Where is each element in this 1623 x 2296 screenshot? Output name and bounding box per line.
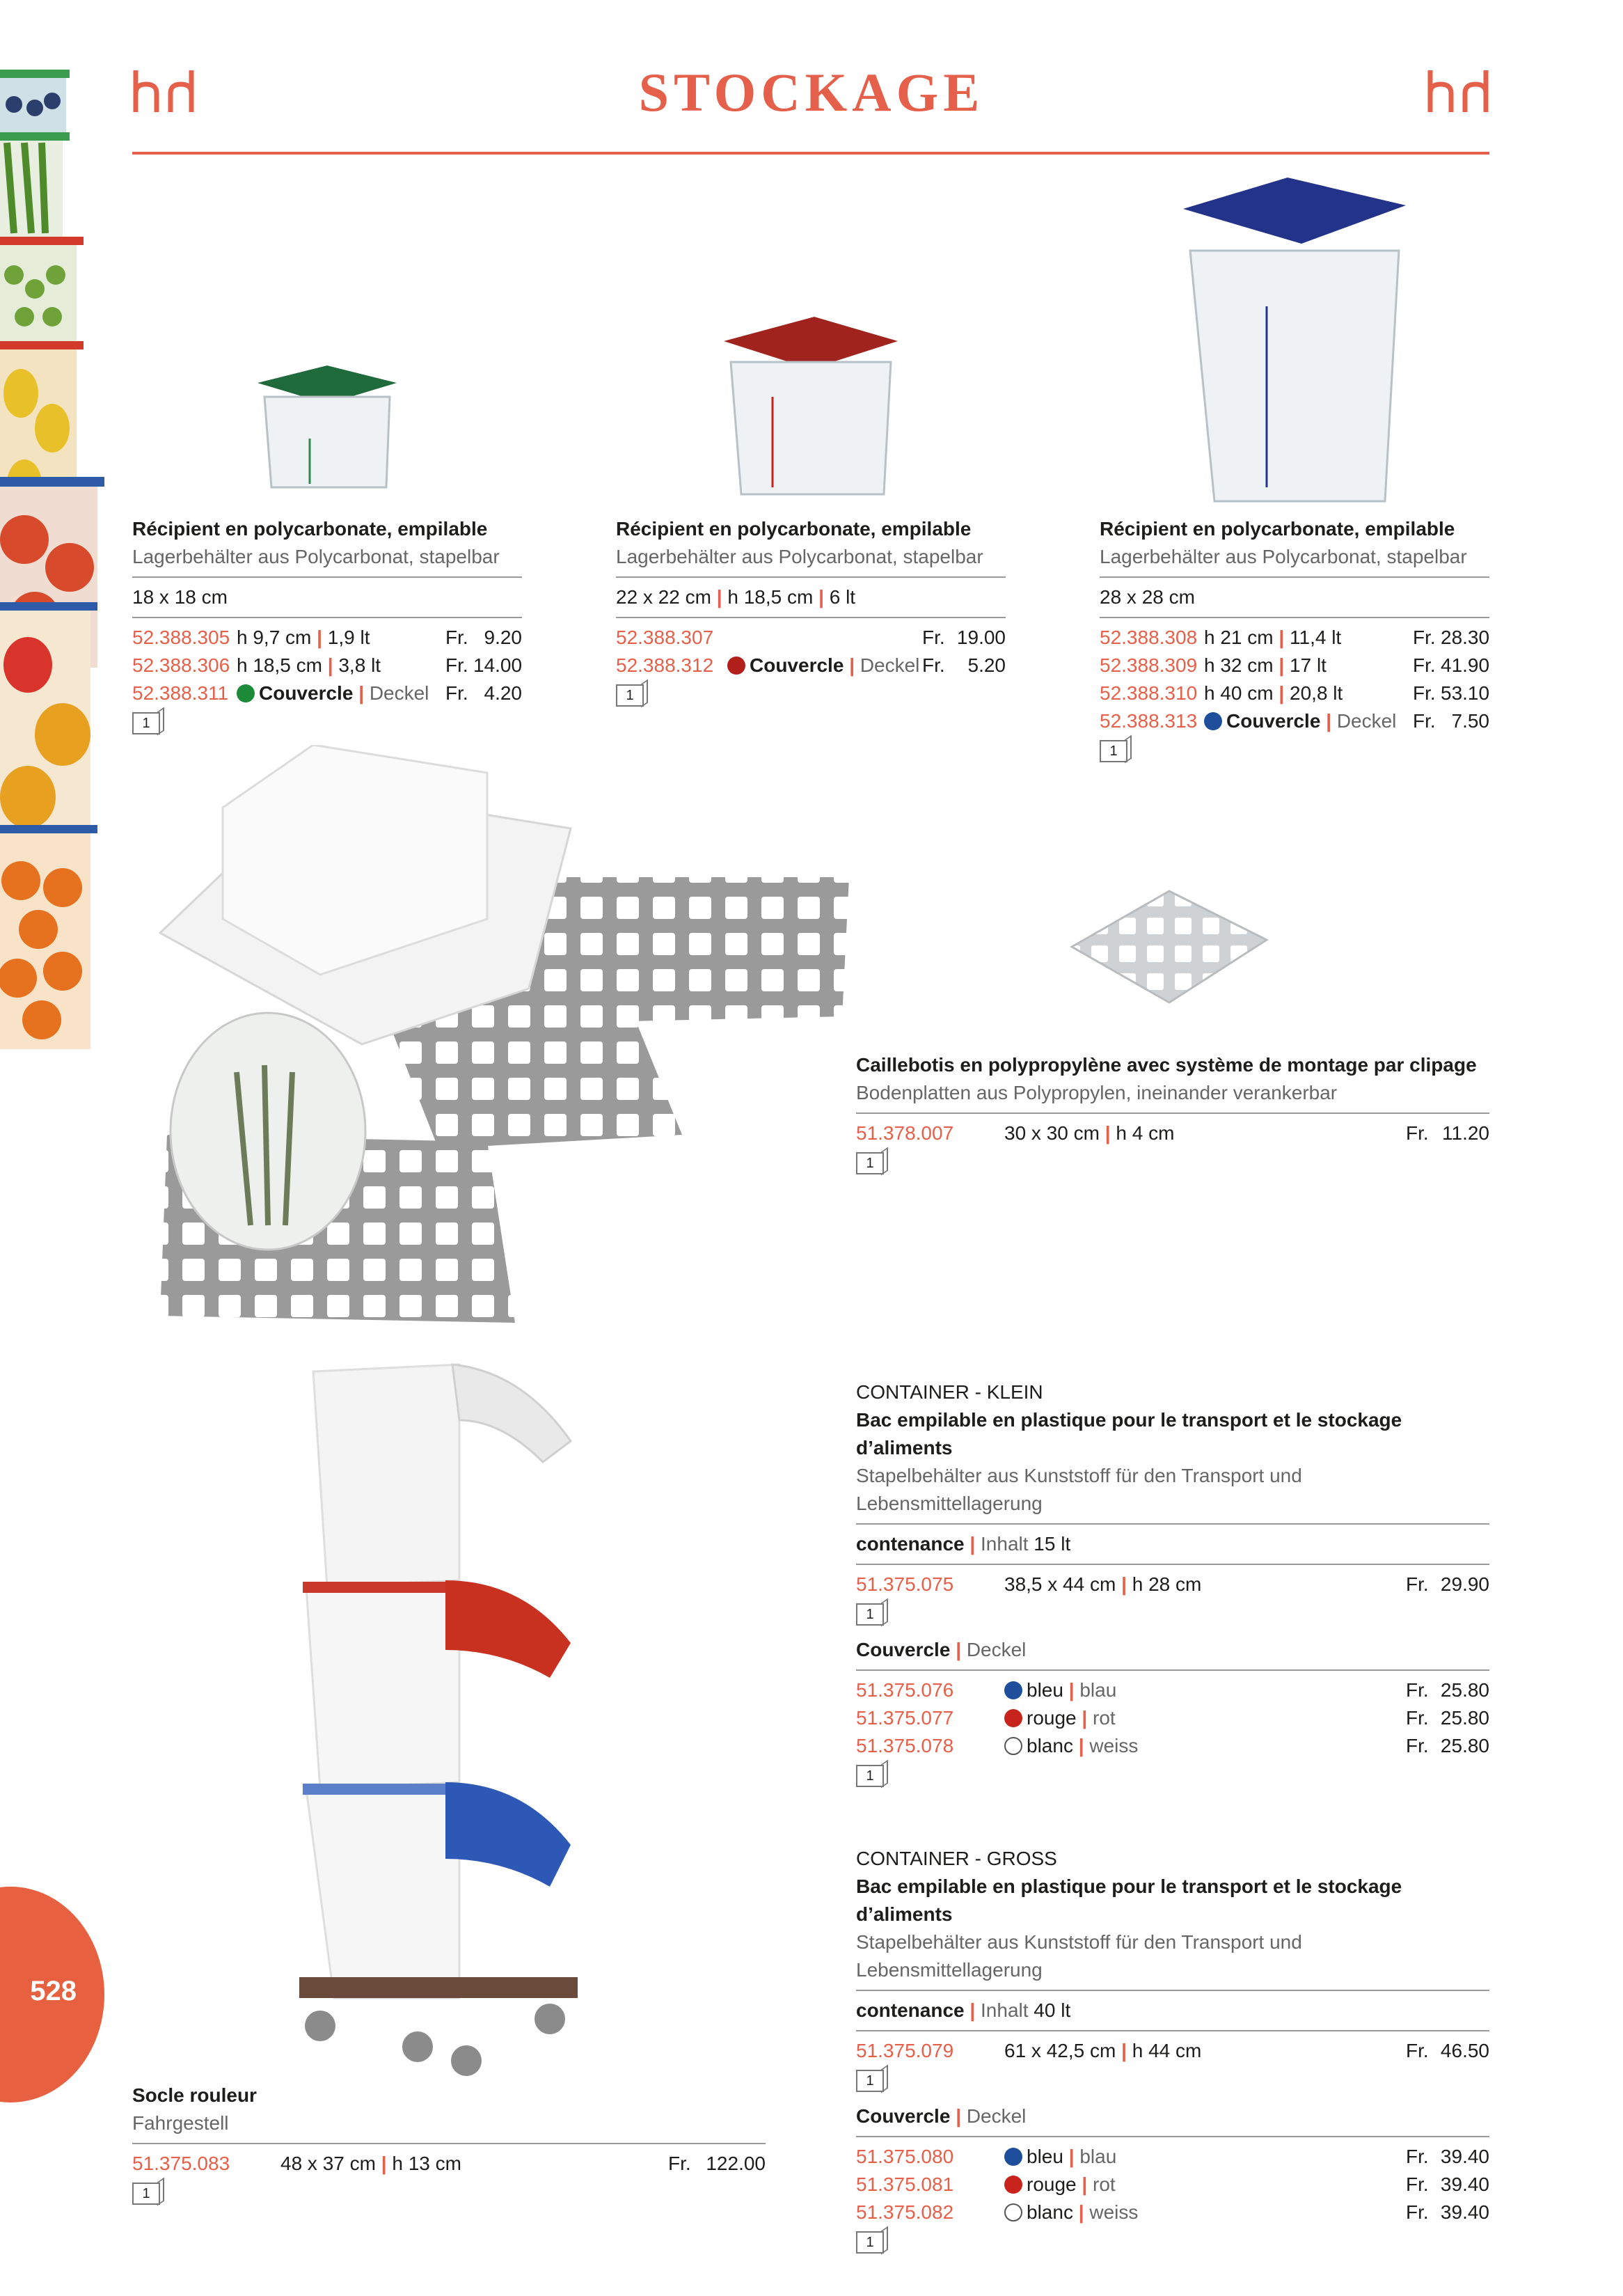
product-title: Récipient en polycarbonate, empilable — [1100, 518, 1455, 540]
price: 11.20 — [1442, 1122, 1489, 1144]
section-heading: CONTAINER - KLEIN — [856, 1381, 1043, 1403]
price: 28.30 — [1441, 627, 1490, 648]
price-row: 51.375.081 rouge | rot Fr. 39.40 — [856, 2171, 1489, 2199]
stacked-bins-on-dolly-image — [292, 1358, 654, 2096]
capacity: contenance | Inhalt 15 lt — [856, 1533, 1071, 1555]
page-number: 528 — [30, 1976, 77, 2006]
price: 25.80 — [1440, 1707, 1489, 1729]
article-code: 51.375.075 — [856, 1573, 954, 1595]
product-subtitle: Bodenplatten aus Polypropylen, ineinander verankerbar — [856, 1082, 1338, 1103]
product-subtitle: Lagerbehälter aus Polycarbonat, stapelbar — [616, 546, 983, 567]
red-lid-dot — [727, 656, 745, 675]
package-icon: 1 — [856, 1603, 884, 1626]
duckboard-stack-image — [139, 745, 856, 1323]
red-dot — [1004, 1709, 1022, 1727]
package-icon: 1 — [132, 712, 160, 734]
product-subtitle: Lagerbehälter aus Polycarbonat, stapelbar — [1100, 546, 1467, 567]
duckboard-single-image — [1058, 884, 1281, 1023]
price: 25.80 — [1440, 1679, 1489, 1701]
article-code: 51.375.077 — [856, 1707, 954, 1729]
product-subtitle: Stapelbehälter aus Kunststoff für den Transport und Lebensmittellagerung — [856, 1931, 1302, 1981]
article-code: 52.388.305 — [132, 627, 230, 648]
package-icon: 1 — [132, 2183, 160, 2205]
white-dot — [1004, 2203, 1022, 2222]
product-card-container-klein — [856, 1378, 1489, 1788]
product-card-container-gross — [856, 1845, 1489, 2254]
capacity: contenance | Inhalt 40 lt — [856, 1999, 1071, 2021]
product-subtitle: Fahrgestell — [132, 2112, 229, 2134]
price-row: 52.388.313 Couvercle | Deckel Fr. 7.50 — [1100, 707, 1489, 735]
price: 5.20 — [967, 654, 1006, 676]
lid-heading: Couvercle | Deckel — [856, 1639, 1027, 1660]
price: 9.20 — [484, 627, 522, 648]
product-size: 22 x 22 cm | h 18,5 cm | 6 lt — [616, 586, 856, 608]
page-title: STOCKAGE — [638, 62, 985, 123]
product-card-28cm — [1100, 515, 1489, 763]
container-22cm-image — [717, 313, 905, 501]
container-18cm-image — [251, 362, 404, 501]
price-row: 51.375.083 48 x 37 cm | h 13 cm Fr. 122.00 — [132, 2150, 766, 2178]
article-code: 51.375.080 — [856, 2146, 954, 2167]
price-row: 52.388.307 Fr. 19.00 — [616, 624, 1006, 652]
product-card-dolly — [132, 2082, 766, 2205]
price: 46.50 — [1440, 2040, 1489, 2061]
product-subtitle: Lagerbehälter aus Polycarbonat, stapelbar — [132, 546, 500, 567]
article-code: 52.388.309 — [1100, 654, 1198, 676]
price: 122.00 — [706, 2153, 766, 2174]
article-code: 52.388.312 — [616, 654, 714, 676]
product-size: 28 x 28 cm — [1100, 586, 1195, 608]
article-code: 51.375.076 — [856, 1679, 954, 1701]
article-code: 52.388.310 — [1100, 682, 1198, 704]
price-row: 51.378.007 30 x 30 cm | h 4 cm Fr. 11.20 — [856, 1119, 1489, 1147]
price-row: 52.388.311 Couvercle | Deckel Fr. 4.20 — [132, 679, 522, 707]
price-row: 52.388.312 Couvercle | Deckel Fr. 5.20 — [616, 652, 1006, 679]
hd-logo-right — [1427, 67, 1489, 116]
package-icon: 1 — [856, 1765, 884, 1787]
price-row: 52.388.310 h 40 cm | 20,8 lt Fr. 53.10 — [1100, 679, 1489, 707]
price-row: 52.388.309 h 32 cm | 17 lt Fr. 41.90 — [1100, 652, 1489, 679]
price-row: 51.375.076 bleu | blau Fr. 25.80 — [856, 1676, 1489, 1704]
article-code: 51.375.081 — [856, 2173, 954, 2195]
spec: h 9,7 cm | 1,9 lt — [237, 627, 370, 648]
price-row: 51.375.077 rouge | rot Fr. 25.80 — [856, 1704, 1489, 1732]
lid-heading: Couvercle | Deckel — [856, 2105, 1027, 2127]
article-code: 51.375.083 — [132, 2153, 230, 2174]
price-row: 52.388.308 h 21 cm | 11,4 lt Fr. 28.30 — [1100, 624, 1489, 652]
white-dot — [1004, 1737, 1022, 1755]
price-row: 51.375.079 61 x 42,5 cm | h 44 cm Fr. 46.50 — [856, 2037, 1489, 2065]
article-code: 51.375.079 — [856, 2040, 954, 2061]
product-title: Bac empilable en plastique pour le transport et le stockage d’aliments — [856, 1876, 1402, 1925]
article-code: 52.388.313 — [1100, 710, 1198, 732]
price-row: 51.375.082 blanc | weiss Fr. 39.40 — [856, 2199, 1489, 2226]
price: 53.10 — [1441, 682, 1490, 704]
package-icon: 1 — [856, 2070, 884, 2092]
price: 14.00 — [473, 654, 523, 676]
article-code: 52.388.306 — [132, 654, 230, 676]
article-code: 51.378.007 — [856, 1122, 954, 1144]
product-title: Récipient en polycarbonate, empilable — [616, 518, 972, 540]
article-code: 52.388.307 — [616, 627, 714, 648]
price-row: 51.375.078 blanc | weiss Fr. 25.80 — [856, 1732, 1489, 1760]
product-size: 18 x 18 cm — [132, 586, 228, 608]
product-card-duckboard — [856, 1051, 1489, 1175]
package-icon: 1 — [1100, 740, 1127, 762]
package-icon: 1 — [856, 1152, 884, 1174]
price: 29.90 — [1440, 1573, 1489, 1595]
section-heading: CONTAINER - GROSS — [856, 1848, 1057, 1869]
price: 39.40 — [1440, 2201, 1489, 2223]
article-code: 52.388.308 — [1100, 627, 1198, 648]
product-card-18cm — [132, 515, 522, 735]
product-card-22cm — [616, 515, 1006, 707]
price: 39.40 — [1440, 2146, 1489, 2167]
product-title: Bac empilable en plastique pour le transport et le stockage d’aliments — [856, 1409, 1402, 1458]
red-dot — [1004, 2176, 1022, 2194]
price-row: 52.388.305 h 9,7 cm | 1,9 lt Fr. 9.20 — [132, 624, 522, 652]
price: 19.00 — [956, 627, 1006, 648]
blue-lid-dot — [1204, 712, 1222, 730]
product-title: Récipient en polycarbonate, empilable — [132, 518, 488, 540]
price: 41.90 — [1441, 654, 1490, 676]
price: 39.40 — [1440, 2173, 1489, 2195]
price: 25.80 — [1440, 1735, 1489, 1756]
page-number-badge — [0, 1887, 104, 2102]
blue-dot — [1004, 2148, 1022, 2166]
price-row: 51.375.075 38,5 x 44 cm | h 28 cm Fr. 29.90 — [856, 1571, 1489, 1598]
green-lid-dot — [237, 684, 255, 702]
price: 7.50 — [1451, 710, 1489, 732]
package-icon: 1 — [616, 684, 644, 707]
article-code: 51.375.078 — [856, 1735, 954, 1756]
price-row: 51.375.080 bleu | blau Fr. 39.40 — [856, 2143, 1489, 2171]
price-row: 52.388.306 h 18,5 cm | 3,8 lt Fr. 14.00 — [132, 652, 522, 679]
price: 4.20 — [484, 682, 522, 704]
package-icon: 1 — [856, 2231, 884, 2254]
article-code: 51.375.082 — [856, 2201, 954, 2223]
header-rule — [132, 152, 1489, 155]
blue-dot — [1004, 1681, 1022, 1699]
article-code: 52.388.311 — [132, 682, 229, 704]
product-title: Socle rouleur — [132, 2084, 257, 2106]
food-containers-strip-image — [0, 66, 111, 1055]
container-28cm-image — [1176, 167, 1413, 508]
product-subtitle: Stapelbehälter aus Kunststoff für den Transport und Lebensmittellagerung — [856, 1465, 1302, 1514]
product-title: Caillebotis en polypropylène avec système de montage par clipage — [856, 1054, 1477, 1076]
